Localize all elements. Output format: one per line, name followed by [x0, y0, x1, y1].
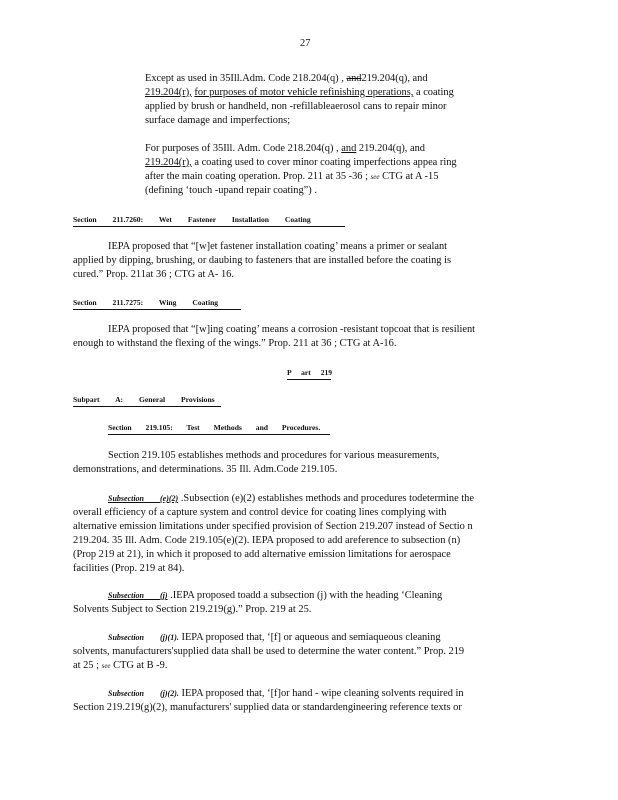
page-number: 27 [300, 38, 311, 49]
section-211-7260-heading: Section 211.7260: Wet Fastener Installation Coating [73, 215, 311, 224]
block1-line2-b: a coating [415, 87, 454, 98]
sub-j-line1-text: .IEPA proposed toadd a subsection (j) with the heading ‘Cleaning [170, 590, 443, 601]
section1-line1: IEPA proposed that “[w]et fastener installation coating’ means a primer or sealant [108, 241, 448, 252]
section2-line1: IEPA proposed that “[w]ing coating’ means a corrosion -resistant topcoat that is resilient [108, 324, 476, 335]
block2-line2 [145, 156, 457, 170]
sub-e2-line5: (Prop 219 at 21), in which it proposed to add alternative emission limitations for aerospace [73, 549, 451, 560]
block2-line3-see: see [370, 173, 380, 181]
sub-j1-line1 [108, 631, 441, 645]
sub-e2-line3: alternative emission limitations under specified provision of Section 219.207 instead of Sectio n [73, 521, 473, 532]
block1-line4: surface damage and imperfections; [145, 115, 291, 126]
sub-j2-line1 [108, 687, 464, 701]
block1-line1-b: 219.204(q), and [361, 73, 428, 84]
sub-j1-line3-b: CTG at B -9. [113, 660, 168, 671]
block1-line2-strike: for purposes of motor vehicle refinishing operations, [194, 87, 414, 98]
sub-e2-line2: overall efficiency of a capture system and control device for coating lines complying with [73, 507, 447, 518]
block2-line2-b: a coating used to cover minor coating imperfections appea ring [194, 157, 457, 168]
block2-line2-a: 219.204(r), [145, 157, 192, 168]
block1-line3: applied by brush or handheld, non -refillableaerosol cans to repair minor [145, 101, 447, 112]
section-219-105-heading: Section 219.105: Test Methods and Procedures. [108, 423, 321, 432]
block2-line3-b: CTG at A -15 [382, 171, 439, 182]
sub-j1-line2: solvents, manufacturers'supplied data shall be used to determine the water content.” Prop. 219 [73, 646, 465, 657]
section-211-7275-heading: Section 211.7275: Wing Coating [73, 298, 219, 307]
section2-line2: enough to withstand the flexing of the wings.” Prop. 211 at 36 ; CTG at A-16. [73, 338, 397, 349]
subpart-a-underline [73, 406, 221, 407]
section-211-7275-underline [73, 309, 241, 310]
sub-j2-line1-text: IEPA proposed that, ‘[f]or hand - wipe cleaning solvents required in [181, 688, 464, 699]
sub-e2-line1-text: .Subsection (e)(2) establishes methods and procedures todetermine the [180, 493, 474, 504]
sub-e2-label: Subsection (e)(2) [108, 494, 179, 503]
section1-line3: cured.” Prop. 211at 36 ; CTG at A- 16. [73, 269, 234, 280]
block1-line2-a: 219.204(r), [145, 87, 192, 98]
block1-line1-strike: and [346, 73, 362, 84]
block2-line3-a: after the main coating operation. Prop. 211 at 35 -36 ; [145, 171, 368, 182]
sub-e2-line1 [108, 492, 474, 506]
sub-j-line2: Solvents Subject to Section 219.219(g).” Prop. 219 at 25. [73, 604, 312, 615]
section1-line2: applied by dipping, brushing, or daubing to fasteners that are installed before the coating is [73, 255, 452, 266]
sub-j1-label: Subsection (j)(1). [108, 633, 179, 642]
block2-line1-a: For purposes of 35Ill. Adm. Code 218.204(q) , [145, 143, 339, 154]
sub-e2-line6: facilities (Prop. 219 at 84). [73, 563, 185, 574]
block1-line1 [145, 72, 467, 86]
sub-j1-line3 [73, 659, 167, 673]
subpart-a-heading: Subpart A: General Provisions [73, 395, 215, 404]
sub-e2-line4: 219.204. 35 Ill. Adm. Code 219.105(e)(2). IEPA proposed to add areference to subsection (n) [73, 535, 461, 546]
block2-line1-strike: and [341, 143, 357, 154]
sub-j-label: Subsection (j) [108, 591, 168, 600]
part-219-heading: P art 219 [287, 368, 333, 377]
sub-j1-line3-see: see [101, 662, 111, 670]
block1-line2 [145, 86, 454, 100]
part-219-underline [287, 379, 331, 380]
section-211-7260-underline [73, 226, 345, 227]
sub-j2-line2: Section 219.219(g)(2), manufacturers' supplied data or standardengineering reference texts or [73, 702, 462, 713]
block2-line4: (defining ‘touch -upand repair coating”) . [145, 185, 317, 196]
sub-j1-line3-a: at 25 ; [73, 660, 99, 671]
sub-j-line1 [108, 589, 442, 603]
section-219-105-underline [108, 434, 330, 435]
block2-line1 [145, 142, 425, 156]
block1-line1-a: Except as used in 35Ill.Adm. Code 218.204(q) , [145, 73, 344, 84]
tm-para-line1: Section 219.105 establishes methods and procedures for various measurements, [108, 450, 440, 461]
sub-j2-label: Subsection (j)(2). [108, 689, 179, 698]
tm-para-line2: demonstrations, and determinations. 35 Ill. Adm.Code 219.105. [73, 464, 338, 475]
sub-j1-line1-text: IEPA proposed that, ‘[f] or aqueous and semiaqueous cleaning [181, 632, 441, 643]
block2-line3 [145, 170, 438, 184]
block2-line1-b: 219.204(q), and [358, 143, 425, 154]
